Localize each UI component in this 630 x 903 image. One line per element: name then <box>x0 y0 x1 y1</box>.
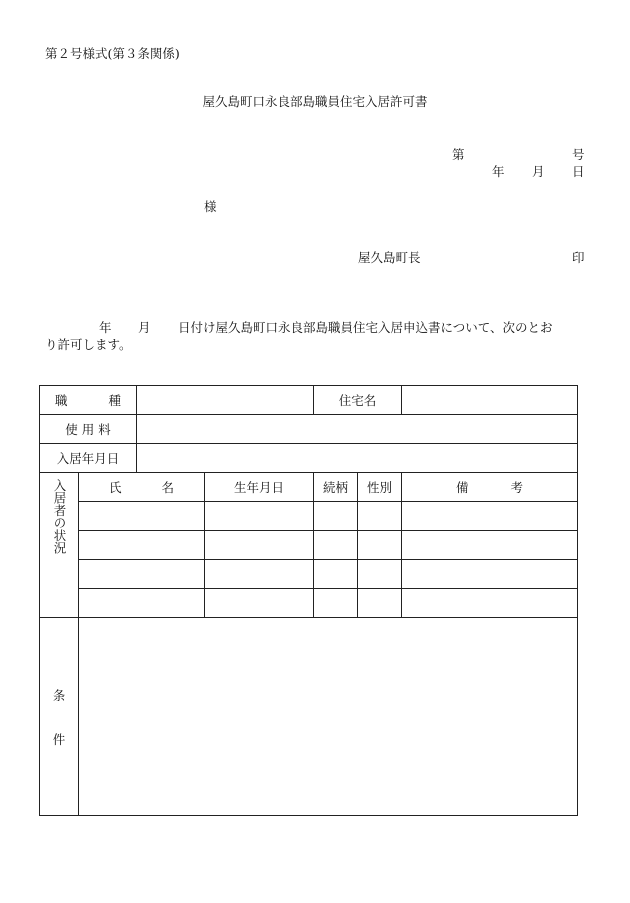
move-in-date-label: 入居年月日 <box>40 444 137 473</box>
resident-birth-cell[interactable] <box>205 560 314 589</box>
column-gender-header: 性別 <box>358 473 402 502</box>
residents-status-label: 入居者の状況 <box>40 473 79 618</box>
document-title: 屋久島町口永良部島職員住宅入居許可書 <box>202 94 428 109</box>
recipient-honorific: 様 <box>204 199 217 214</box>
body-text-line1: 日付け屋久島町口永良部島職員住宅入居申込書について、次のとお <box>178 320 553 335</box>
resident-gender-cell[interactable] <box>358 560 402 589</box>
occupation-field[interactable] <box>137 386 314 415</box>
table-row <box>40 531 578 560</box>
column-relation-header: 続柄 <box>314 473 358 502</box>
conditions-label <box>40 618 79 816</box>
table-row <box>40 560 578 589</box>
resident-birth-cell[interactable] <box>205 589 314 618</box>
body-text-line2: り許可します。 <box>45 337 132 352</box>
resident-relation-cell[interactable] <box>314 560 358 589</box>
table-row <box>40 589 578 618</box>
table-row <box>40 502 578 531</box>
resident-notes-cell[interactable] <box>402 502 578 531</box>
doc-number-prefix: 第 <box>452 147 465 162</box>
resident-birth-cell[interactable] <box>205 502 314 531</box>
permit-table <box>39 385 578 816</box>
move-in-date-field[interactable] <box>137 444 578 473</box>
column-birthdate-header: 生年月日 <box>205 473 314 502</box>
conditions-label-1: 条 <box>52 687 66 703</box>
occupation-label: 職 種 <box>40 386 137 415</box>
issuer-seal: 印 <box>572 250 585 265</box>
doc-date-day: 日 <box>572 164 585 179</box>
resident-name-cell[interactable] <box>79 589 205 618</box>
body-month: 月 <box>138 320 151 335</box>
resident-notes-cell[interactable] <box>402 560 578 589</box>
resident-notes-cell[interactable] <box>402 531 578 560</box>
resident-relation-cell[interactable] <box>314 531 358 560</box>
resident-name-cell[interactable] <box>79 502 205 531</box>
conditions-field[interactable] <box>79 618 578 816</box>
house-name-field[interactable] <box>402 386 578 415</box>
resident-name-cell[interactable] <box>79 531 205 560</box>
conditions-label-2: 件 <box>52 731 66 747</box>
body-year: 年 <box>99 320 112 335</box>
resident-relation-cell[interactable] <box>314 502 358 531</box>
resident-gender-cell[interactable] <box>358 589 402 618</box>
doc-date-year: 年 <box>492 164 505 179</box>
doc-number-suffix: 号 <box>572 147 585 162</box>
usage-fee-field[interactable] <box>137 415 578 444</box>
resident-gender-cell[interactable] <box>358 502 402 531</box>
form-number: 第２号様式(第３条関係) <box>45 46 180 61</box>
resident-name-cell[interactable] <box>79 560 205 589</box>
column-name-header: 氏 名 <box>79 473 205 502</box>
resident-notes-cell[interactable] <box>402 589 578 618</box>
resident-relation-cell[interactable] <box>314 589 358 618</box>
doc-date-month: 月 <box>532 164 545 179</box>
resident-birth-cell[interactable] <box>205 531 314 560</box>
house-name-label: 住宅名 <box>314 386 402 415</box>
resident-gender-cell[interactable] <box>358 531 402 560</box>
usage-fee-label: 使 用 料 <box>40 415 137 444</box>
issuer-name: 屋久島町長 <box>358 250 421 265</box>
column-notes-header: 備 考 <box>402 473 578 502</box>
